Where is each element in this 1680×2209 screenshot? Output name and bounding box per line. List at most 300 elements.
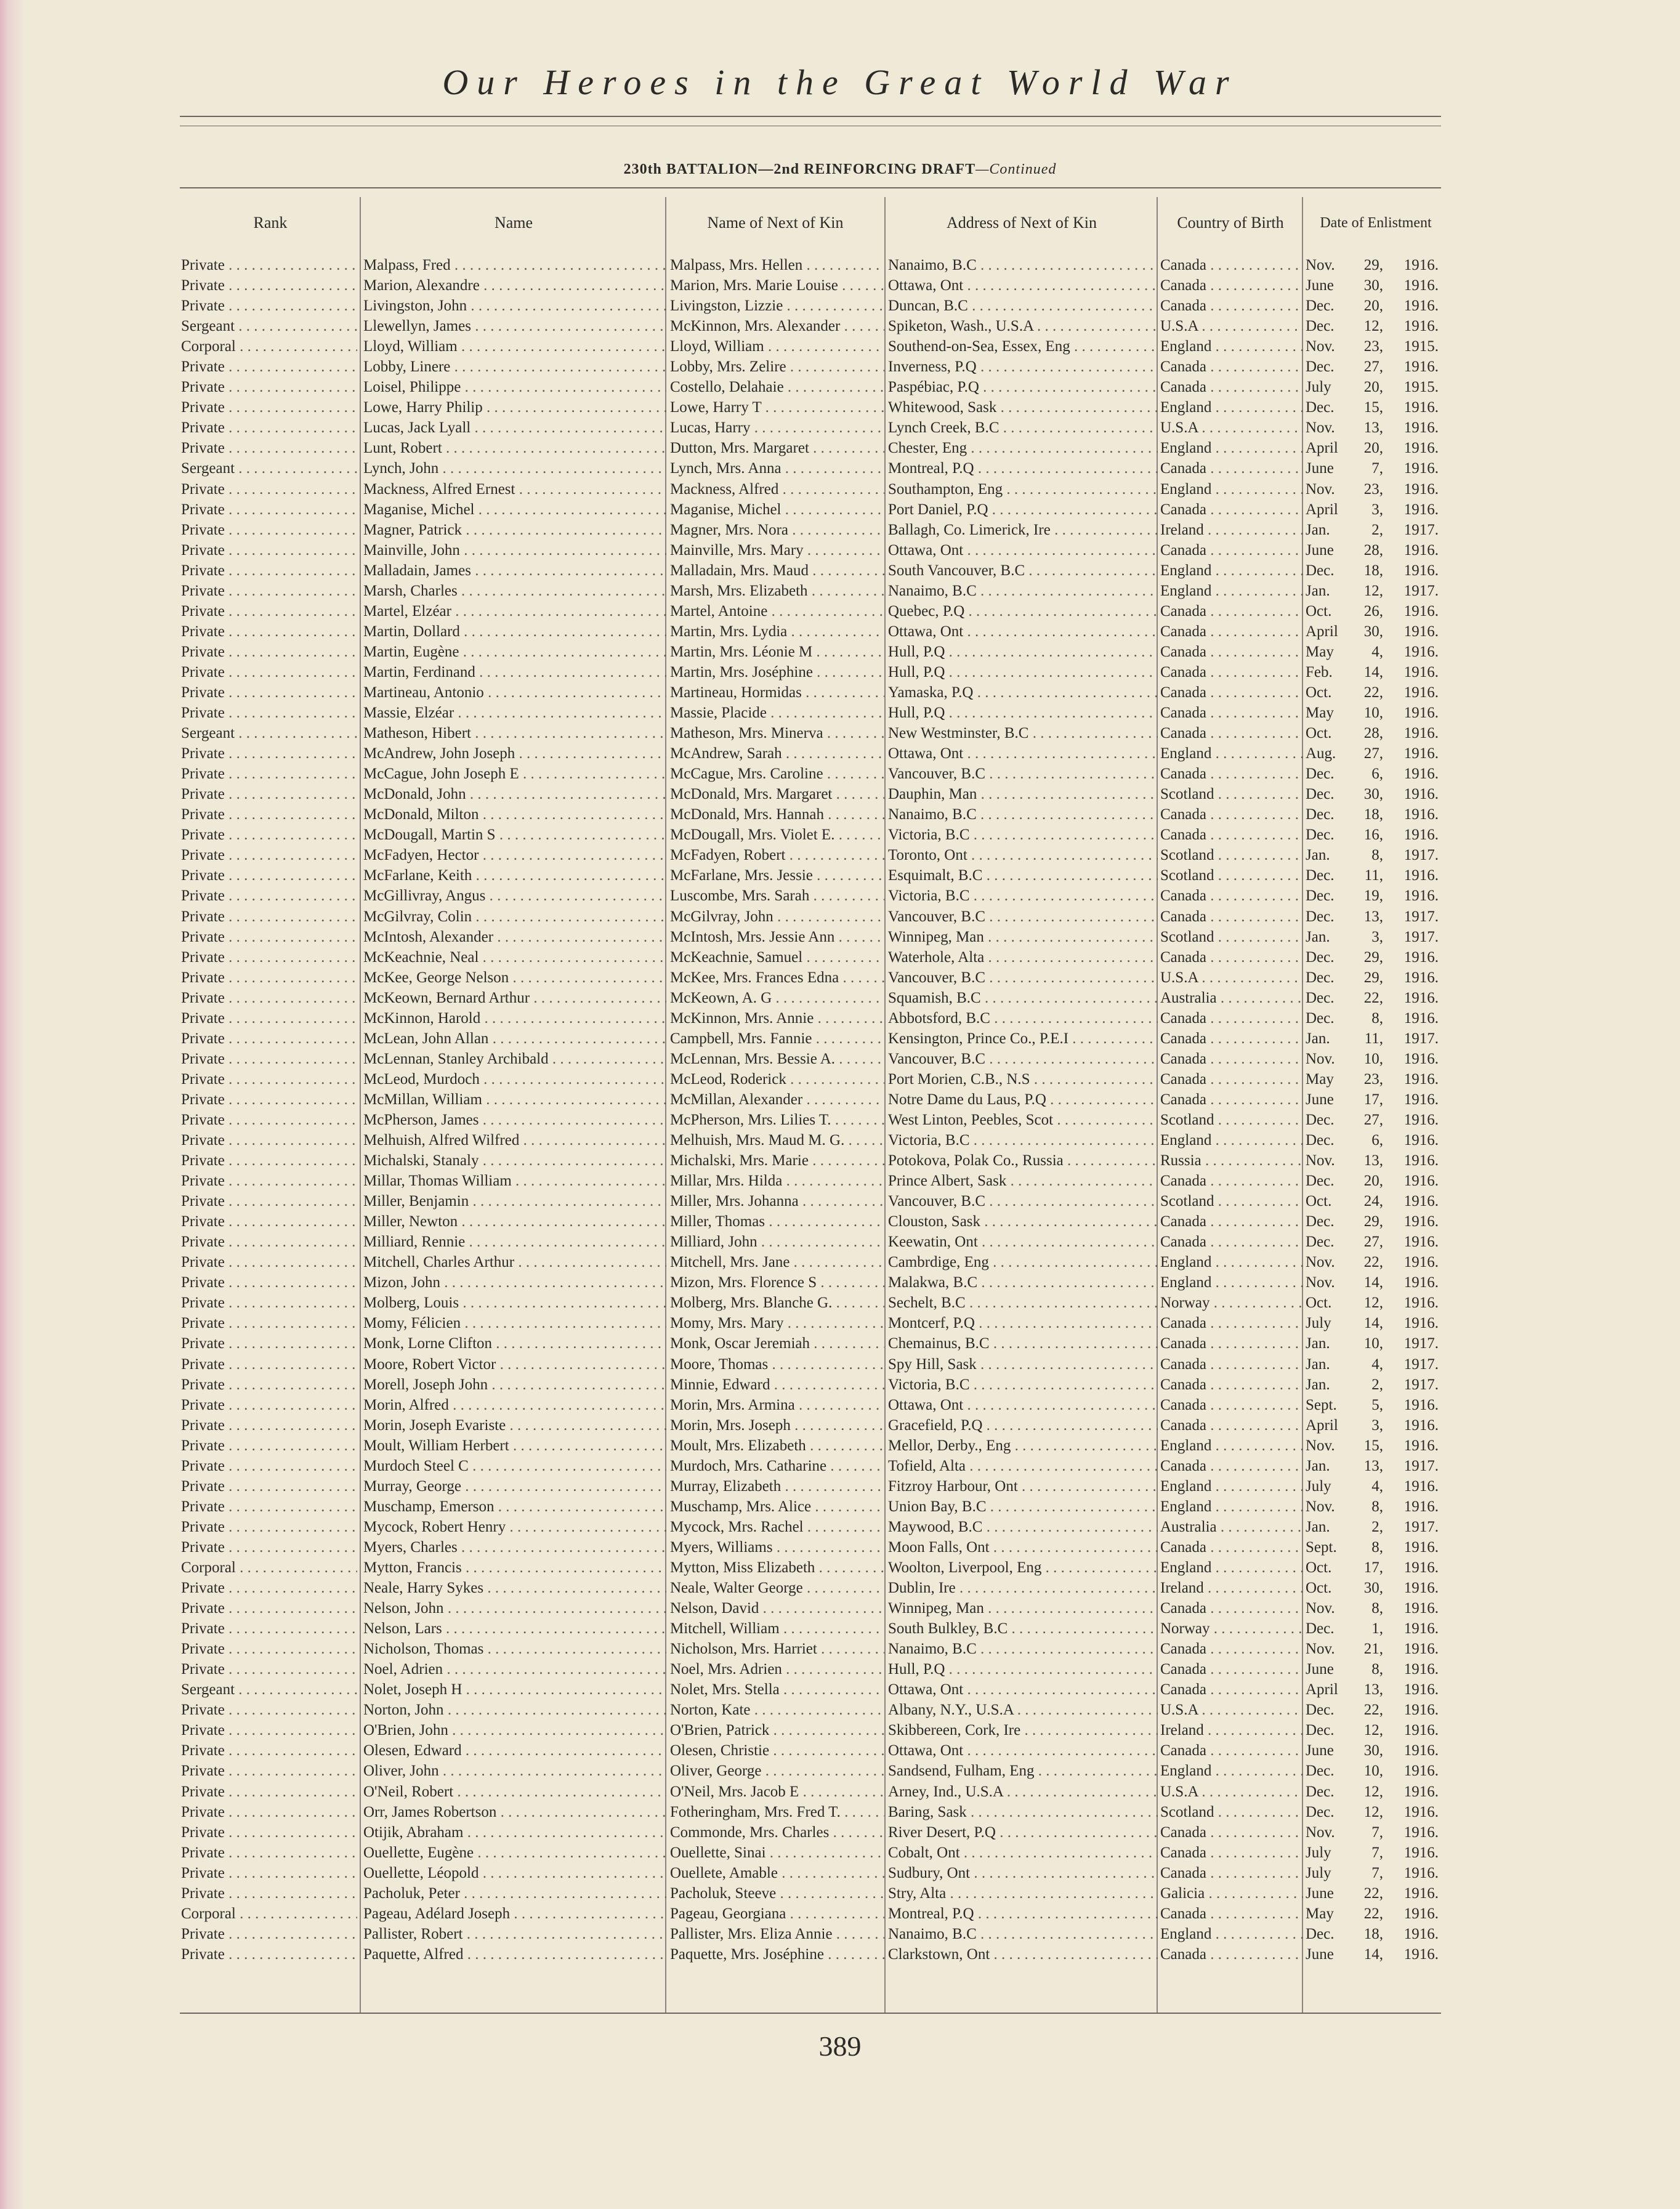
kin-cell: Fotheringham, Mrs. Fred T. . . .: [670, 1802, 884, 1822]
name-cell: Lunt, Robert . . .: [363, 438, 666, 458]
country-cell: U.S.A . . .: [1160, 316, 1303, 336]
rank-cell: Private . . .: [181, 845, 357, 865]
enlistment-month: Jan.: [1306, 1376, 1330, 1393]
name-cell: Morell, Joseph John . . .: [363, 1375, 666, 1395]
country-cell: Canada . . .: [1160, 377, 1303, 397]
enlistment-day: 12,: [1363, 318, 1383, 335]
rank-cell: Corporal . . .: [181, 1904, 357, 1924]
name-cell: Nelson, John . . .: [363, 1598, 666, 1618]
kin-cell: Neale, Walter George . . .: [670, 1578, 884, 1598]
table-row: [0, 1089, 1680, 1110]
enlistment-day: 27,: [1363, 745, 1383, 762]
rank-cell: Private . . .: [181, 1008, 357, 1028]
kin-cell: McIntosh, Mrs. Jessie Ann . . .: [670, 927, 884, 947]
table-row: [0, 764, 1680, 784]
enlistment-month: Dec.: [1306, 1722, 1335, 1739]
rank-cell: Private . . .: [181, 1191, 357, 1211]
enlistment-date-cell: [1306, 907, 1484, 927]
table-row: [0, 540, 1680, 560]
name-cell: Norton, John . . .: [363, 1700, 666, 1720]
enlistment-day: 18,: [1363, 806, 1383, 823]
enlistment-month: Dec.: [1306, 786, 1335, 803]
address-cell: Victoria, B.C . . .: [888, 1375, 1158, 1395]
rank-cell: Private . . .: [181, 1211, 357, 1232]
enlistment-month: Dec.: [1306, 989, 1335, 1006]
country-cell: England . . .: [1160, 743, 1303, 764]
kin-cell: Momy, Mrs. Mary . . .: [670, 1313, 884, 1333]
name-cell: Neale, Harry Sykes . . .: [363, 1578, 666, 1598]
enlistment-date-cell: [1306, 662, 1484, 682]
table-row: [0, 1496, 1680, 1517]
country-cell: England . . .: [1160, 438, 1303, 458]
country-cell: Canada . . .: [1160, 1639, 1303, 1659]
address-cell: Ballagh, Co. Limerick, Ire . . .: [888, 520, 1158, 540]
address-cell: Chester, Eng . . .: [888, 438, 1158, 458]
enlistment-day: 22,: [1363, 1702, 1383, 1719]
enlistment-month: Nov.: [1306, 1274, 1335, 1291]
enlistment-year: 1915.: [1403, 338, 1439, 355]
enlistment-month: Sept.: [1306, 1538, 1337, 1556]
enlistment-day: 23,: [1363, 1070, 1383, 1088]
name-cell: Massie, Elzéar . . .: [363, 703, 666, 723]
country-cell: Canada . . .: [1160, 1456, 1303, 1476]
enlistment-day: 14,: [1363, 1945, 1383, 1963]
enlistment-year: 1916.: [1403, 440, 1439, 457]
enlistment-date-cell: [1306, 1089, 1484, 1110]
name-cell: Marsh, Charles . . .: [363, 581, 666, 601]
address-cell: Quebec, P.Q . . .: [888, 601, 1158, 621]
name-cell: McCague, John Joseph E . . .: [363, 764, 666, 784]
name-cell: Momy, Félicien . . .: [363, 1313, 666, 1333]
enlistment-day: 4,: [1371, 1477, 1383, 1495]
name-cell: Michalski, Stanaly . . .: [363, 1150, 666, 1171]
name-cell: Milliard, Rennie . . .: [363, 1232, 666, 1252]
enlistment-year: 1916.: [1403, 786, 1439, 803]
enlistment-month: July: [1306, 379, 1331, 396]
name-cell: Oliver, John . . .: [363, 1761, 666, 1781]
table-row: [0, 438, 1680, 458]
rank-cell: Private . . .: [181, 1069, 357, 1089]
enlistment-year: 1916.: [1403, 1152, 1439, 1169]
country-cell: Ireland . . .: [1160, 1578, 1303, 1598]
enlistment-year: 1916.: [1403, 1234, 1439, 1251]
country-cell: England . . .: [1160, 581, 1303, 601]
name-cell: McFadyen, Hector . . .: [363, 845, 666, 865]
country-cell: Canada . . .: [1160, 357, 1303, 377]
name-cell: Lucas, Jack Lyall . . .: [363, 418, 666, 438]
rank-cell: Private . . .: [181, 1232, 357, 1252]
table-row: [0, 1517, 1680, 1537]
address-cell: Baring, Sask . . .: [888, 1802, 1158, 1822]
country-cell: Canada . . .: [1160, 1904, 1303, 1924]
table-row: [0, 1293, 1680, 1313]
enlistment-day: 2,: [1371, 1518, 1383, 1535]
kin-cell: Marsh, Mrs. Elizabeth . . .: [670, 581, 884, 601]
enlistment-date-cell: [1306, 479, 1484, 499]
address-cell: Southampton, Eng . . .: [888, 479, 1158, 499]
name-cell: Orr, James Robertson . . .: [363, 1802, 666, 1822]
enlistment-day: 1,: [1371, 1620, 1383, 1638]
table-row: [0, 1598, 1680, 1618]
name-cell: McKinnon, Harold . . .: [363, 1008, 666, 1028]
name-cell: Matheson, Hibert . . .: [363, 723, 666, 743]
kin-cell: Mitchell, William . . .: [670, 1618, 884, 1639]
name-cell: McLean, John Allan . . .: [363, 1028, 666, 1049]
enlistment-day: 18,: [1363, 562, 1383, 579]
rank-cell: Private . . .: [181, 520, 357, 540]
enlistment-month: Dec.: [1306, 867, 1335, 884]
enlistment-day: 10,: [1363, 1335, 1383, 1352]
name-cell: McDonald, Milton . . .: [363, 804, 666, 825]
kin-cell: Campbell, Mrs. Fannie . . .: [670, 1028, 884, 1049]
kin-cell: Pallister, Mrs. Eliza Annie . . .: [670, 1924, 884, 1944]
enlistment-month: Nov.: [1306, 1823, 1335, 1841]
enlistment-month: Dec.: [1306, 948, 1335, 966]
country-cell: Canada . . .: [1160, 275, 1303, 296]
address-cell: Maywood, B.C . . .: [888, 1517, 1158, 1537]
name-cell: Martin, Eugène . . .: [363, 642, 666, 662]
table-row: [0, 621, 1680, 642]
enlistment-month: Jan.: [1306, 1457, 1330, 1474]
country-cell: England . . .: [1160, 1476, 1303, 1496]
enlistment-year: 1916.: [1403, 501, 1439, 518]
kin-cell: McGilvray, John . . .: [670, 907, 884, 927]
name-cell: McGillivray, Angus . . .: [363, 886, 666, 906]
enlistment-month: April: [1306, 1681, 1338, 1698]
table-row: [0, 845, 1680, 865]
name-cell: Livingston, John . . .: [363, 296, 666, 316]
enlistment-year: 1916.: [1403, 1722, 1439, 1739]
kin-cell: McCague, Mrs. Caroline . . .: [670, 764, 884, 784]
enlistment-date-cell: [1306, 1782, 1484, 1802]
address-cell: Vancouver, B.C . . .: [888, 764, 1158, 784]
address-cell: Vancouver, B.C . . .: [888, 967, 1158, 988]
enlistment-day: 3,: [1371, 928, 1383, 945]
table-row: [0, 1110, 1680, 1130]
enlistment-day: 18,: [1363, 1925, 1383, 1942]
enlistment-day: 12,: [1363, 1722, 1383, 1739]
enlistment-day: 5,: [1371, 1396, 1383, 1413]
rank-cell: Private . . .: [181, 1150, 357, 1171]
enlistment-day: 8,: [1371, 1661, 1383, 1678]
enlistment-day: 26,: [1363, 602, 1383, 620]
kin-cell: Molberg, Mrs. Blanche G. . . .: [670, 1293, 884, 1313]
enlistment-month: Jan.: [1306, 582, 1330, 599]
country-cell: England . . .: [1160, 1496, 1303, 1517]
enlistment-date-cell: [1306, 784, 1484, 804]
kin-cell: Nolet, Mrs. Stella . . .: [670, 1679, 884, 1700]
enlistment-day: 15,: [1363, 399, 1383, 416]
enlistment-day: 16,: [1363, 826, 1383, 844]
country-cell: Norway . . .: [1160, 1618, 1303, 1639]
enlistment-day: 11,: [1364, 867, 1383, 884]
enlistment-month: Jan.: [1306, 928, 1330, 945]
country-cell: Canada . . .: [1160, 1679, 1303, 1700]
rank-cell: Private . . .: [181, 581, 357, 601]
address-cell: Kensington, Prince Co., P.E.I . . .: [888, 1028, 1158, 1049]
name-cell: McKeown, Bernard Arthur . . .: [363, 988, 666, 1008]
enlistment-date-cell: [1306, 1822, 1484, 1843]
enlistment-month: Dec.: [1306, 1783, 1335, 1800]
name-cell: Pallister, Robert . . .: [363, 1924, 666, 1944]
rank-cell: Private . . .: [181, 865, 357, 886]
table-row: [0, 886, 1680, 906]
table-row: [0, 255, 1680, 275]
enlistment-date-cell: [1306, 947, 1484, 967]
country-cell: Scotland . . .: [1160, 927, 1303, 947]
enlistment-month: Nov.: [1306, 1050, 1335, 1067]
enlistment-date-cell: [1306, 642, 1484, 662]
address-cell: Nanaimo, B.C . . .: [888, 804, 1158, 825]
enlistment-month: Dec.: [1306, 887, 1335, 905]
enlistment-date-cell: [1306, 1191, 1484, 1211]
enlistment-day: 3,: [1371, 1416, 1383, 1434]
name-cell: Pageau, Adélard Joseph . . .: [363, 1904, 666, 1924]
address-cell: Ottawa, Ont . . .: [888, 621, 1158, 642]
enlistment-date-cell: [1306, 1069, 1484, 1089]
enlistment-date-cell: [1306, 438, 1484, 458]
rank-cell: Private . . .: [181, 621, 357, 642]
country-cell: Scotland . . .: [1160, 784, 1303, 804]
table-row: [0, 1333, 1680, 1354]
name-cell: Murray, George . . .: [363, 1476, 666, 1496]
kin-cell: Moult, Mrs. Elizabeth . . .: [670, 1436, 884, 1456]
address-cell: Mellor, Derby., Eng . . .: [888, 1436, 1158, 1456]
enlistment-date-cell: [1306, 845, 1484, 865]
kin-cell: McLeod, Roderick . . .: [670, 1069, 884, 1089]
enlistment-date-cell: [1306, 1415, 1484, 1436]
country-cell: Canada . . .: [1160, 723, 1303, 743]
rank-cell: Private . . .: [181, 1272, 357, 1293]
table-row: [0, 357, 1680, 377]
address-cell: Whitewood, Sask . . .: [888, 397, 1158, 418]
enlistment-year: 1916.: [1403, 1681, 1439, 1698]
enlistment-year: 1916.: [1403, 602, 1439, 620]
enlistment-month: May: [1306, 1905, 1334, 1922]
address-cell: Sandsend, Fulham, Eng . . .: [888, 1761, 1158, 1781]
enlistment-day: 29,: [1363, 1213, 1383, 1230]
enlistment-day: 12,: [1363, 1294, 1383, 1312]
table-row: [0, 1375, 1680, 1395]
table-row: [0, 275, 1680, 296]
address-cell: Albany, N.Y., U.S.A . . .: [888, 1700, 1158, 1720]
enlistment-month: Jan.: [1306, 521, 1330, 538]
enlistment-year: 1917.: [1403, 1518, 1439, 1535]
name-cell: McGilvray, Colin . . .: [363, 907, 666, 927]
country-cell: Scotland . . .: [1160, 1191, 1303, 1211]
enlistment-day: 21,: [1363, 1641, 1383, 1658]
enlistment-month: Dec.: [1306, 1111, 1335, 1128]
country-cell: Canada . . .: [1160, 1659, 1303, 1679]
country-cell: Canada . . .: [1160, 296, 1303, 316]
enlistment-year: 1916.: [1403, 1315, 1439, 1332]
rank-cell: Private . . .: [181, 1944, 357, 1965]
enlistment-year: 1916.: [1403, 1803, 1439, 1820]
country-cell: Canada . . .: [1160, 1069, 1303, 1089]
enlistment-date-cell: [1306, 1740, 1484, 1761]
address-cell: Squamish, B.C . . .: [888, 988, 1158, 1008]
table-row: [0, 601, 1680, 621]
kin-cell: Muschamp, Mrs. Alice . . .: [670, 1496, 884, 1517]
enlistment-day: 22,: [1363, 684, 1383, 701]
name-cell: Martel, Elzéar . . .: [363, 601, 666, 621]
country-cell: Australia . . .: [1160, 988, 1303, 1008]
name-cell: O'Brien, John . . .: [363, 1720, 666, 1740]
rank-cell: Private . . .: [181, 357, 357, 377]
enlistment-date-cell: [1306, 581, 1484, 601]
enlistment-date-cell: [1306, 1333, 1484, 1354]
address-cell: Hull, P.Q . . .: [888, 662, 1158, 682]
rank-cell: Private . . .: [181, 1089, 357, 1110]
enlistment-month: Dec.: [1306, 969, 1335, 986]
enlistment-month: Dec.: [1306, 1925, 1335, 1942]
rank-cell: Sergeant . . .: [181, 458, 357, 479]
enlistment-date-cell: [1306, 723, 1484, 743]
table-row: [0, 296, 1680, 316]
table-row: [0, 804, 1680, 825]
enlistment-year: 1916.: [1403, 1702, 1439, 1719]
name-cell: Lloyd, William . . .: [363, 336, 666, 357]
enlistment-date-cell: [1306, 1150, 1484, 1171]
col-header-country: Country of Birth: [1177, 214, 1284, 232]
rank-cell: Private . . .: [181, 1782, 357, 1802]
address-cell: Ottawa, Ont . . .: [888, 1740, 1158, 1761]
kin-cell: McLennan, Mrs. Bessie A. . . .: [670, 1049, 884, 1069]
address-cell: Nanaimo, B.C . . .: [888, 1924, 1158, 1944]
enlistment-year: 1916.: [1403, 1641, 1439, 1658]
address-cell: Dauphin, Man . . .: [888, 784, 1158, 804]
kin-cell: Costello, Delahaie . . .: [670, 377, 884, 397]
country-cell: Canada . . .: [1160, 621, 1303, 642]
enlistment-month: Feb.: [1306, 663, 1333, 680]
kin-cell: Mackness, Alfred . . .: [670, 479, 884, 499]
enlistment-day: 17,: [1363, 1091, 1383, 1108]
rank-cell: Private . . .: [181, 662, 357, 682]
enlistment-day: 3,: [1371, 501, 1383, 518]
table-row: [0, 1354, 1680, 1375]
name-cell: Moult, William Herbert . . .: [363, 1436, 666, 1456]
address-cell: Ottawa, Ont . . .: [888, 540, 1158, 560]
address-cell: Hull, P.Q . . .: [888, 1659, 1158, 1679]
table-row: [0, 1049, 1680, 1069]
rank-cell: Private . . .: [181, 743, 357, 764]
enlistment-month: Nov.: [1306, 1498, 1335, 1515]
enlistment-date-cell: [1306, 865, 1484, 886]
name-cell: Noel, Adrien . . .: [363, 1659, 666, 1679]
country-cell: England . . .: [1160, 1924, 1303, 1944]
kin-cell: Mitchell, Mrs. Jane . . .: [670, 1252, 884, 1272]
country-cell: Canada . . .: [1160, 662, 1303, 682]
enlistment-year: 1916.: [1403, 1294, 1439, 1312]
enlistment-year: 1917.: [1403, 582, 1439, 599]
kin-cell: Moore, Thomas . . .: [670, 1354, 884, 1375]
name-cell: Muschamp, Emerson . . .: [363, 1496, 666, 1517]
enlistment-month: June: [1306, 460, 1334, 477]
enlistment-month: Nov.: [1306, 1437, 1335, 1454]
enlistment-year: 1916.: [1403, 623, 1439, 640]
enlistment-day: 7,: [1371, 1844, 1383, 1861]
country-cell: U.S.A . . .: [1160, 1700, 1303, 1720]
enlistment-day: 7,: [1371, 1864, 1383, 1881]
enlistment-day: 8,: [1371, 1600, 1383, 1617]
rank-cell: Private . . .: [181, 988, 357, 1008]
rank-cell: Private . . .: [181, 479, 357, 499]
kin-cell: Murray, Elizabeth . . .: [670, 1476, 884, 1496]
rank-cell: Private . . .: [181, 947, 357, 967]
rank-cell: Private . . .: [181, 1375, 357, 1395]
enlistment-date-cell: [1306, 418, 1484, 438]
enlistment-day: 20,: [1363, 1173, 1383, 1190]
table-row: [0, 1802, 1680, 1822]
running-title: Our Heroes in the Great World War: [442, 62, 1238, 102]
kin-cell: McDonald, Mrs. Margaret . . .: [670, 784, 884, 804]
enlistment-year: 1916.: [1403, 1050, 1439, 1067]
name-cell: Melhuish, Alfred Wilfred . . .: [363, 1130, 666, 1150]
address-cell: South Bulkley, B.C . . .: [888, 1618, 1158, 1639]
table-row: [0, 1150, 1680, 1171]
enlistment-month: Dec.: [1306, 1234, 1335, 1251]
address-cell: Cambrdige, Eng . . .: [888, 1252, 1158, 1272]
rank-cell: Private . . .: [181, 1578, 357, 1598]
enlistment-date-cell: [1306, 682, 1484, 703]
rank-cell: Private . . .: [181, 296, 357, 316]
kin-cell: Miller, Thomas . . .: [670, 1211, 884, 1232]
table-row: [0, 1252, 1680, 1272]
country-cell: England . . .: [1160, 1130, 1303, 1150]
kin-cell: Livingston, Lizzie . . .: [670, 296, 884, 316]
table-row: [0, 865, 1680, 886]
kin-cell: O'Neil, Mrs. Jacob E . . .: [670, 1782, 884, 1802]
enlistment-year: 1916.: [1403, 1864, 1439, 1881]
rank-cell: Private . . .: [181, 540, 357, 560]
address-cell: Dublin, Ire . . .: [888, 1578, 1158, 1598]
table-row: [0, 1618, 1680, 1639]
enlistment-year: 1917.: [1403, 1355, 1439, 1373]
name-cell: Mitchell, Charles Arthur . . .: [363, 1252, 666, 1272]
kin-cell: Ouellette, Sinai . . .: [670, 1843, 884, 1863]
enlistment-day: 28,: [1363, 541, 1383, 559]
table-row: [0, 784, 1680, 804]
enlistment-year: 1916.: [1403, 1173, 1439, 1190]
enlistment-date-cell: [1306, 743, 1484, 764]
country-cell: Canada . . .: [1160, 703, 1303, 723]
enlistment-date-cell: [1306, 1049, 1484, 1069]
enlistment-month: Dec.: [1306, 399, 1335, 416]
kin-cell: Lloyd, William . . .: [670, 336, 884, 357]
enlistment-day: 8,: [1371, 847, 1383, 864]
section-subtitle: [0, 161, 1680, 178]
kin-cell: Millar, Mrs. Hilda . . .: [670, 1171, 884, 1191]
enlistment-day: 27,: [1363, 358, 1383, 376]
kin-cell: Norton, Kate . . .: [670, 1700, 884, 1720]
rank-cell: Private . . .: [181, 784, 357, 804]
enlistment-date-cell: [1306, 1293, 1484, 1313]
name-cell: Nelson, Lars . . .: [363, 1618, 666, 1639]
enlistment-month: Nov.: [1306, 419, 1335, 437]
table-row: [0, 927, 1680, 947]
enlistment-year: 1916.: [1403, 460, 1439, 477]
rank-cell: Private . . .: [181, 1110, 357, 1130]
kin-cell: Noel, Mrs. Adrien . . .: [670, 1659, 884, 1679]
name-cell: Mytton, Francis . . .: [363, 1557, 666, 1578]
table-row: [0, 642, 1680, 662]
enlistment-date-cell: [1306, 1537, 1484, 1557]
enlistment-date-cell: [1306, 458, 1484, 479]
enlistment-year: 1916.: [1403, 1742, 1439, 1759]
name-cell: Morin, Joseph Evariste . . .: [363, 1415, 666, 1436]
table-row: [0, 1436, 1680, 1456]
enlistment-date-cell: [1306, 296, 1484, 316]
